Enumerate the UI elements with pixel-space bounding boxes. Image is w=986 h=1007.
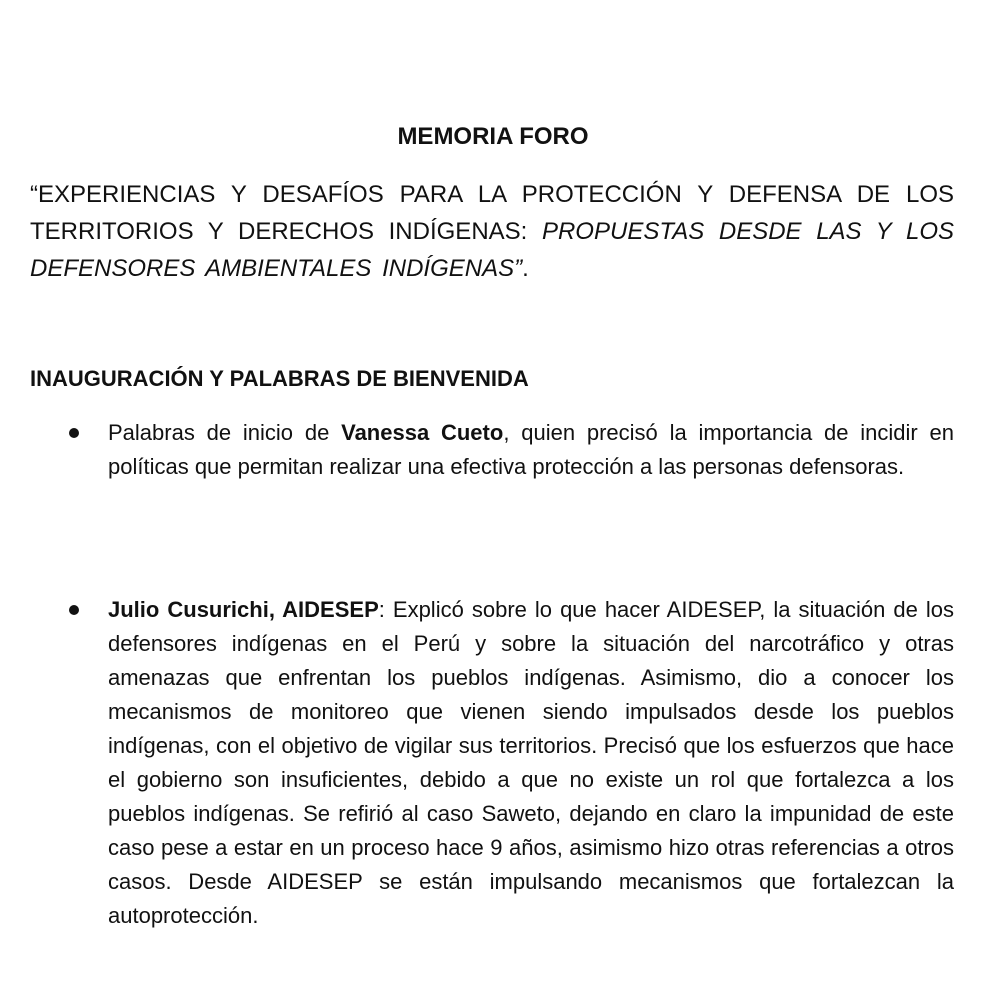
section-heading: INAUGURACIÓN Y PALABRAS DE BIENVENIDA [30,366,529,391]
forum-subtitle [30,176,954,287]
subtitle-regular-text: “EXPERIENCIAS Y DESAFÍOS PARA LA PROTECCIÓN Y DEFENSA DE LOS TERRITORIOS Y DERECHOS INDÍGENAS: [30,181,954,245]
bullet-icon [69,428,79,438]
subtitle-italic-text: PROPUESTAS DESDE LAS Y LOS DEFENSORES AMBIENTALES INDÍGENAS” [30,218,954,282]
list-item [108,593,954,933]
speaker-name: Vanessa Cueto [341,420,504,445]
speaker-name: Julio Cusurichi, AIDESEP [108,597,379,622]
bullet-icon [69,605,79,615]
bullet-body-text: , quien precisó la importancia de incidir en políticas que permitan realizar una efectiva protección a las personas defensoras. [108,420,955,479]
subtitle-end-text: . [522,255,529,282]
bullet-body-text: : Explicó sobre lo que hacer AIDESEP, la situación de los defensores indígenas en el Perú y sobre la situación del narcotráfico y otras amenazas que enfrentan los pueblos indígenas. Asimismo, dio a conocer los mecanismos de monitoreo que vienen siendo impulsados desde los pueblos indígenas, con el objetivo de vigilar sus territorios. Precisó que los esfuerzos que hace el gobierno son insuficientes, debido a que no existe un rol que fortalezca a los pueblos indígenas. Se refirió al caso Saweto, dejando en claro la impunidad de este caso pese a estar en un proceso hace 9 años, asimismo hizo otras referencias a otros casos. Desde AIDESEP se están impulsando mecanismos que fortalezcan la autoprotección. [108,597,954,928]
bullet-prefix-text: Palabras de inicio de [108,420,342,445]
list-item [108,416,954,484]
page-title: MEMORIA FORO [397,123,589,150]
